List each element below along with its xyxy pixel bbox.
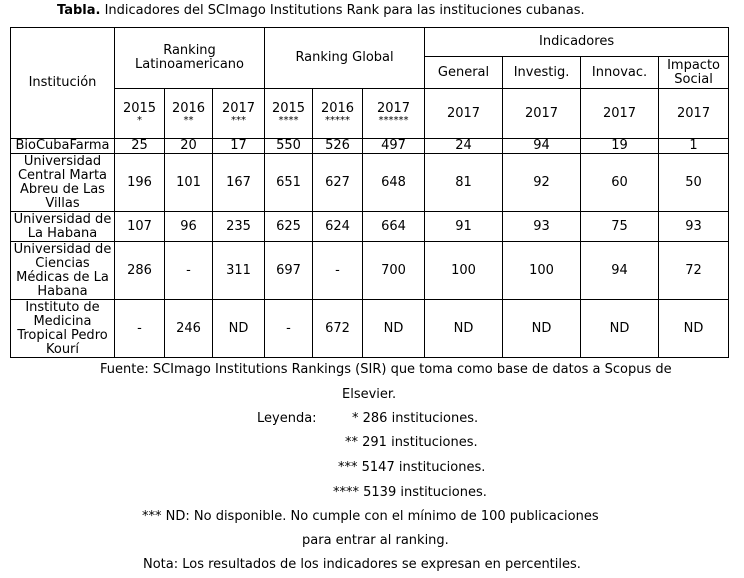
table-cell: ND bbox=[213, 300, 265, 358]
header-indicators: Indicadores bbox=[425, 28, 729, 57]
table-cell: 25 bbox=[115, 139, 165, 154]
header-global-ranking: Ranking Global bbox=[265, 28, 425, 89]
caption-text: Indicadores del SCImago Institutions Rank para las instituciones cubanas. bbox=[100, 3, 585, 18]
institution-name: Universidad de La Habana bbox=[11, 212, 115, 242]
table-cell: 550 bbox=[265, 139, 313, 154]
year-label: 2017 bbox=[677, 105, 711, 121]
header-years-row bbox=[11, 89, 729, 139]
year-cell bbox=[265, 89, 313, 139]
year-cell bbox=[313, 89, 363, 139]
table-cell: 107 bbox=[115, 212, 165, 242]
nd-line-2: para entrar al ranking. bbox=[302, 533, 449, 548]
header-institution: Institución bbox=[11, 28, 115, 139]
table-cell: 94 bbox=[503, 139, 581, 154]
year-stars: *** bbox=[231, 115, 247, 126]
legend-line-2: ** 291 instituciones. bbox=[345, 435, 478, 450]
table-cell: 196 bbox=[115, 154, 165, 212]
legend-line-3: *** 5147 instituciones. bbox=[338, 460, 486, 475]
table-caption bbox=[57, 3, 585, 18]
table-cell: ND bbox=[503, 300, 581, 358]
header-investig: Investig. bbox=[503, 57, 581, 89]
table-cell: 60 bbox=[581, 154, 659, 212]
source-line-2: Elsevier. bbox=[342, 387, 397, 402]
table-cell: 700 bbox=[363, 242, 425, 300]
header-latam-ranking: Ranking Latinoamericano bbox=[115, 28, 265, 89]
institution-name: Instituto de Medicina Tropical Pedro Kourí bbox=[11, 300, 115, 358]
table-cell: 93 bbox=[503, 212, 581, 242]
table-cell: 24 bbox=[425, 139, 503, 154]
year-cell bbox=[659, 89, 729, 139]
table-cell: 672 bbox=[313, 300, 363, 358]
header-general: General bbox=[425, 57, 503, 89]
table-cell: 19 bbox=[581, 139, 659, 154]
year-label: 2017 bbox=[602, 105, 637, 121]
table-cell: 17 bbox=[213, 139, 265, 154]
table-cell: - bbox=[165, 242, 213, 300]
table-cell: 75 bbox=[581, 212, 659, 242]
table-cell: ND bbox=[363, 300, 425, 358]
table-cell: 664 bbox=[363, 212, 425, 242]
table-cell: 651 bbox=[265, 154, 313, 212]
table-cell: 625 bbox=[265, 212, 313, 242]
table-cell: 81 bbox=[425, 154, 503, 212]
institution-name: Universidad de Ciencias Médicas de La Habana bbox=[11, 242, 115, 300]
table-cell: 624 bbox=[313, 212, 363, 242]
table-cell: ND bbox=[425, 300, 503, 358]
table-cell: 167 bbox=[213, 154, 265, 212]
year-cell bbox=[213, 89, 265, 139]
table-cell: 526 bbox=[313, 139, 363, 154]
year-stars: * bbox=[137, 115, 142, 126]
table-cell: 50 bbox=[659, 154, 729, 212]
year-label: 2017 bbox=[524, 105, 559, 121]
table-row bbox=[11, 212, 729, 242]
year-cell bbox=[581, 89, 659, 139]
table-cell: ND bbox=[659, 300, 729, 358]
table-cell: 246 bbox=[165, 300, 213, 358]
year-stars: ** bbox=[183, 115, 194, 126]
table-cell: 100 bbox=[503, 242, 581, 300]
table-cell: 92 bbox=[503, 154, 581, 212]
header-impacto-social: Impacto Social bbox=[659, 57, 729, 89]
table-cell: 101 bbox=[165, 154, 213, 212]
caption-bold: Tabla. bbox=[57, 3, 101, 18]
year-cell bbox=[503, 89, 581, 139]
table-cell: - bbox=[313, 242, 363, 300]
table-cell: - bbox=[115, 300, 165, 358]
source-line-1: Fuente: SCImago Institutions Rankings (SIR) que toma como base de datos a Scopus de bbox=[100, 362, 672, 377]
table-row bbox=[11, 139, 729, 154]
year-label: 2017 bbox=[446, 105, 481, 121]
legend-line-1: * 286 instituciones. bbox=[352, 411, 479, 426]
table-row bbox=[11, 300, 729, 358]
institution-name: BioCubaFarma bbox=[11, 139, 115, 154]
institution-name: Universidad Central Marta Abreu de Las Villas bbox=[11, 154, 115, 212]
year-cell bbox=[165, 89, 213, 139]
table-row bbox=[11, 242, 729, 300]
table-cell: 627 bbox=[313, 154, 363, 212]
table-cell: 20 bbox=[165, 139, 213, 154]
table-cell: 1 bbox=[659, 139, 729, 154]
table-cell: 94 bbox=[581, 242, 659, 300]
year-label: 2016 bbox=[320, 101, 355, 116]
table-cell: 96 bbox=[165, 212, 213, 242]
year-stars: ****** bbox=[378, 115, 409, 126]
table-cell: 235 bbox=[213, 212, 265, 242]
table-row bbox=[11, 154, 729, 212]
nd-line-1: *** ND: No disponible. No cumple con el mínimo de 100 publicaciones bbox=[142, 509, 599, 524]
year-cell bbox=[425, 89, 503, 139]
header-row-1 bbox=[11, 28, 729, 57]
header-innovac: Innovac. bbox=[581, 57, 659, 89]
year-label: 2016 bbox=[171, 101, 206, 116]
table-cell: - bbox=[265, 300, 313, 358]
year-label: 2015 bbox=[271, 101, 306, 116]
table-cell: 286 bbox=[115, 242, 165, 300]
year-stars: ***** bbox=[325, 115, 351, 126]
table-cell: 311 bbox=[213, 242, 265, 300]
table-cell: 93 bbox=[659, 212, 729, 242]
year-label: 2017 bbox=[221, 101, 256, 116]
table-cell: 497 bbox=[363, 139, 425, 154]
table-cell: 91 bbox=[425, 212, 503, 242]
year-label: 2017 bbox=[376, 101, 411, 116]
year-cell bbox=[363, 89, 425, 139]
table-cell: 72 bbox=[659, 242, 729, 300]
legend-line-4: **** 5139 instituciones. bbox=[333, 485, 487, 500]
note-line: Nota: Los resultados de los indicadores se expresan en percentiles. bbox=[143, 557, 581, 572]
table-cell: 100 bbox=[425, 242, 503, 300]
indicators-table bbox=[10, 27, 729, 358]
table-cell: ND bbox=[581, 300, 659, 358]
legend-label: Leyenda: bbox=[257, 411, 317, 426]
year-cell bbox=[115, 89, 165, 139]
table-cell: 697 bbox=[265, 242, 313, 300]
table-cell: 648 bbox=[363, 154, 425, 212]
year-label: 2015 bbox=[122, 101, 157, 116]
year-stars: **** bbox=[278, 115, 299, 126]
